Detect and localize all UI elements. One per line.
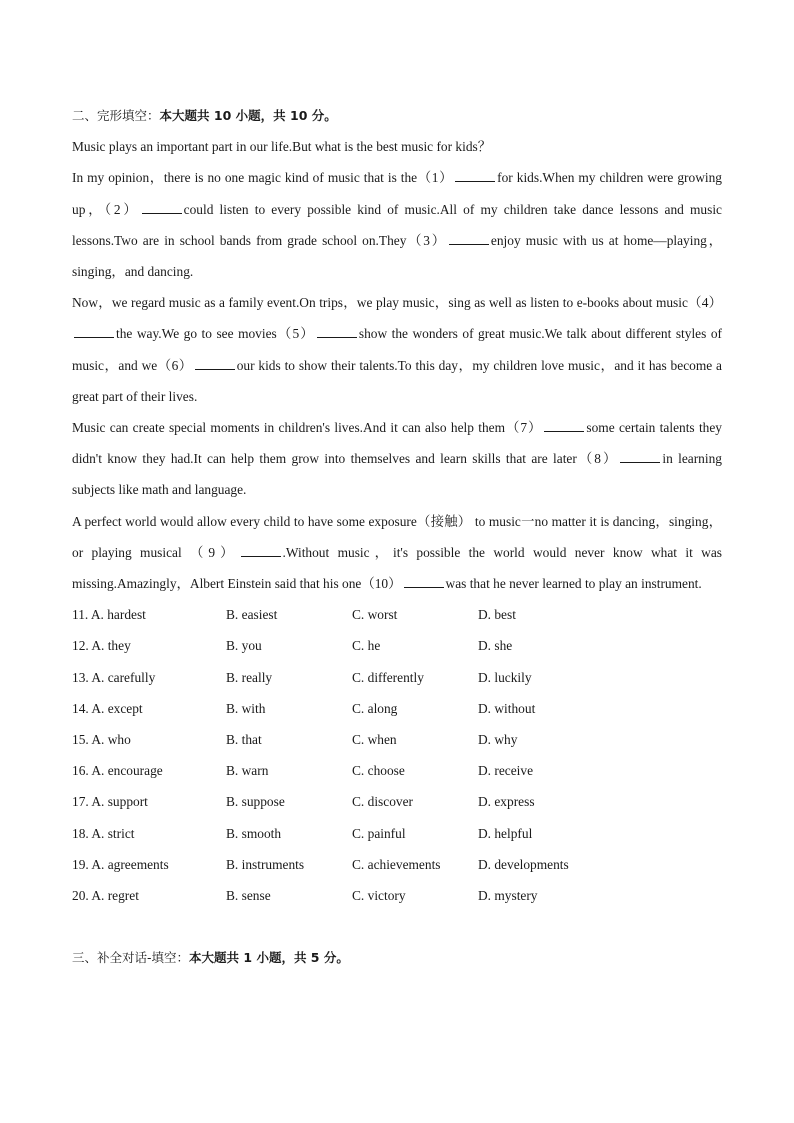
section-prefix: 二、完形填空：	[72, 108, 160, 123]
option-d[interactable]: D. receive	[478, 763, 534, 779]
option-c[interactable]: C. choose	[352, 763, 405, 779]
section-points: 10	[285, 108, 312, 123]
question-row	[72, 630, 722, 661]
blank-8[interactable]	[620, 451, 660, 463]
passage-paragraph-4: Music can create special moments in children's lives.And it can also help them（7） some certain talents they didn't know they had.It can help them grow into themselves and learn skills that are later（8） in learning subjects like math and language.	[72, 420, 723, 498]
option-c[interactable]: C. when	[352, 731, 397, 747]
option-d[interactable]: D. why	[478, 731, 518, 747]
option-a[interactable]: 19. A. agreements	[72, 856, 169, 872]
option-b[interactable]: B. you	[226, 638, 262, 654]
option-a[interactable]: 16. A. encourage	[72, 763, 163, 779]
question-row	[72, 724, 722, 755]
cloze-passage	[72, 131, 722, 599]
question-row	[72, 599, 722, 630]
option-a[interactable]: 13. A. carefully	[72, 669, 156, 685]
blank-7[interactable]	[544, 420, 584, 432]
question-row	[72, 786, 722, 817]
question-row	[72, 755, 722, 786]
option-a[interactable]: 14. A. except	[72, 700, 143, 716]
option-a[interactable]: 18. A. strict	[72, 825, 135, 841]
question-row	[72, 662, 722, 693]
section-suffix: 分。	[323, 950, 349, 966]
option-c[interactable]: C. along	[352, 700, 398, 716]
option-c[interactable]: C. victory	[352, 887, 406, 903]
blank-5[interactable]	[317, 326, 357, 338]
option-d[interactable]: D. helpful	[478, 825, 533, 841]
section-3-heading	[72, 942, 722, 973]
question-row	[72, 880, 722, 911]
option-b[interactable]: B. easiest	[226, 607, 278, 623]
question-row	[72, 849, 722, 880]
option-d[interactable]: D. luckily	[478, 669, 532, 685]
option-d[interactable]: D. best	[478, 607, 516, 623]
section-count-label: 本大题共	[189, 950, 240, 966]
answer-options	[72, 599, 722, 911]
exam-page	[72, 100, 722, 973]
blank-3[interactable]	[449, 233, 489, 245]
section-question-count: 10	[209, 108, 236, 123]
option-d[interactable]: D. without	[478, 700, 536, 716]
option-a[interactable]: 15. A. who	[72, 731, 131, 747]
option-b[interactable]: B. that	[226, 731, 262, 747]
section-2-heading	[72, 100, 722, 131]
passage-paragraph-1: Music plays an important part in our life.But what is the best music for kids？	[72, 139, 492, 155]
option-c[interactable]: C. worst	[352, 607, 398, 623]
option-a[interactable]: 20. A. regret	[72, 887, 139, 903]
option-d[interactable]: D. mystery	[478, 887, 538, 903]
option-c[interactable]: C. painful	[352, 825, 406, 841]
option-d[interactable]: D. she	[478, 638, 513, 654]
option-c[interactable]: C. he	[352, 638, 381, 654]
passage-paragraph-5: A perfect world would allow every child to have some exposure（接触） to music一no matter it is dancing，singing，or playing musical （9） .Without music，it's possible the world would never know what it was missing.Amazingly，Albert Einstein said that his one（10） was that he never learned to play an instrument.	[72, 513, 722, 592]
passage-paragraph-3: Now，we regard music as a family event.On trips，we play music，sing as well as listen to e-books about music（4）the way.We go to see movies（5） show the wonders of great music.We talk about different styles of music，and we（6） our kids to show their talents.To this day，my children love music，and it has become a great part of their lives.	[72, 295, 722, 404]
option-c[interactable]: C. differently	[352, 669, 424, 685]
blank-6[interactable]	[195, 358, 235, 370]
section-points-label: 小题，共	[235, 108, 286, 123]
option-b[interactable]: B. suppose	[226, 794, 285, 810]
blank-4[interactable]	[74, 326, 114, 338]
option-b[interactable]: B. instruments	[226, 856, 305, 872]
blank-1[interactable]	[455, 170, 495, 182]
question-row	[72, 818, 722, 849]
option-b[interactable]: B. with	[226, 700, 266, 716]
option-c[interactable]: C. discover	[352, 794, 413, 810]
section-points-label: 小题，共	[256, 950, 307, 966]
section-count-label: 本大题共	[159, 108, 210, 123]
option-a[interactable]: 11. A. hardest	[72, 607, 146, 623]
option-b[interactable]: B. warn	[226, 763, 269, 779]
option-a[interactable]: 17. A. support	[72, 794, 148, 810]
passage-paragraph-2: In my opinion，there is no one magic kind of music that is the（1） for kids.When my children were growing up，（2） could listen to every possible kind of music.All of my children take dance lessons and music lessons.Two are in school bands from grade school on.They（3） enjoy music with us at home—playing，singing，and dancing.	[72, 170, 722, 279]
option-b[interactable]: B. sense	[226, 887, 271, 903]
section-question-count: 1	[239, 950, 257, 966]
option-d[interactable]: D. developments	[478, 856, 569, 872]
option-a[interactable]: 12. A. they	[72, 638, 131, 654]
blank-9[interactable]	[241, 545, 281, 557]
section-points: 5	[306, 950, 324, 966]
option-d[interactable]: D. express	[478, 794, 535, 810]
section-prefix: 三、补全对话-填空：	[72, 950, 190, 966]
section-suffix: 分。	[311, 108, 337, 123]
section-gap	[72, 911, 722, 942]
blank-2[interactable]	[142, 202, 182, 214]
option-b[interactable]: B. really	[226, 669, 273, 685]
blank-10[interactable]	[404, 576, 444, 588]
question-row	[72, 693, 722, 724]
option-b[interactable]: B. smooth	[226, 825, 282, 841]
option-c[interactable]: C. achievements	[352, 856, 441, 872]
